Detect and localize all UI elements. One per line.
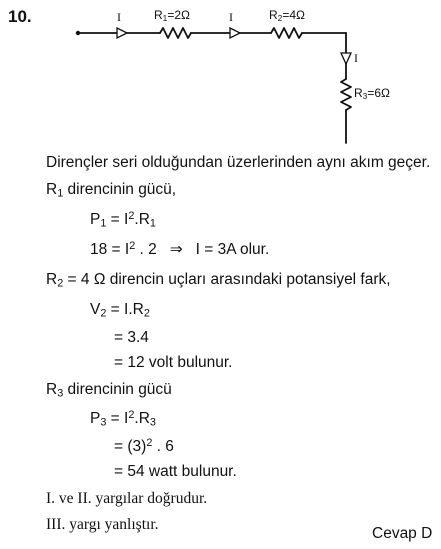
p1-formula: $P_1 = I^2.R_1$ — [90, 210, 156, 230]
intro-line: Dirençler seri olduğundan üzerlerinden aynı akım geçer. — [46, 154, 431, 171]
p3-result: = 54 watt bulunur. — [114, 463, 237, 480]
current-arrow-1 — [117, 28, 127, 38]
current-arrow-2 — [230, 28, 240, 38]
terminal-dot — [76, 31, 80, 35]
resistor-r1 — [160, 28, 191, 38]
p1-calculation: $18 = I^2$ . 2 ⇒ I = 3A olur. — [90, 240, 270, 258]
v2-result: = 12 volt bulunur. — [114, 354, 233, 371]
resistor-r2 — [271, 28, 302, 38]
resistor-r3 — [341, 79, 351, 110]
v2-calculation: = 3.4 — [114, 329, 149, 346]
r1-label: $R_1=2\Omega$ — [154, 8, 190, 24]
question-number: 10. — [8, 7, 32, 26]
p3-calculation: = $(3)^2$ . 6 — [114, 437, 174, 455]
conclusion-false: III. yargı yanlıştır. — [46, 516, 159, 533]
r3-heading: $R_3$ direncinin gücü — [46, 381, 172, 400]
v2-formula: $V_2 = I.R_2$ — [90, 301, 150, 320]
conclusion-true: I. ve II. yargılar doğrudur. — [46, 490, 208, 507]
answer-label: Cevap D — [372, 525, 433, 542]
current-arrow-3 — [341, 53, 351, 64]
r2-label: $R_2=4\Omega$ — [269, 8, 305, 24]
r2-heading: $R_2 = 4$ Ω direncin uçları arasındaki potansiyel fark, — [46, 271, 391, 290]
current-label-3: I — [354, 51, 358, 65]
current-label-2: I — [229, 10, 233, 24]
r3-label: $R_3=6\Omega$ — [354, 86, 390, 102]
circuit-diagram — [0, 0, 441, 150]
current-label-1: I — [117, 10, 121, 24]
p3-formula: $P_3 = I^2.R_3$ — [90, 409, 156, 429]
r1-heading: $R_1$ direncinin gücü, — [46, 181, 177, 200]
